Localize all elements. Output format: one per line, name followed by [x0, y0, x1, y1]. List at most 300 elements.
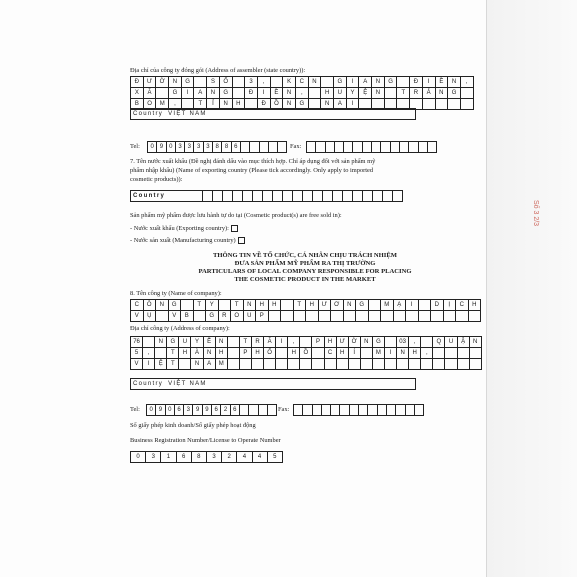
company-address-char-cell: Ệ [155, 359, 167, 370]
company-address-char-cell: Í [349, 348, 361, 359]
company-address-char-cell [409, 359, 421, 370]
tel-digit-cell: 3 [194, 142, 203, 153]
company-address-char-cell: , [143, 348, 155, 359]
country-char-cell [223, 191, 233, 202]
company-fax-label: Fax: [278, 406, 290, 413]
company-address-char-cell [179, 359, 191, 370]
company-name-char-cell [319, 311, 332, 322]
address-char-cell: N [321, 99, 334, 110]
address-char-cell: M [156, 99, 169, 110]
company-address-char-cell: Ờ [349, 337, 361, 348]
company-address-char-cell: N [361, 337, 373, 348]
company-name-char-cell [394, 311, 407, 322]
fax-digit-cell [363, 142, 372, 153]
exporting-country-grid [130, 190, 403, 202]
company-address-char-cell: U [445, 337, 457, 348]
address-char-cell [321, 77, 334, 88]
company-address-char-cell [264, 359, 276, 370]
company-address-char-cell: I [143, 359, 155, 370]
company-address-char-cell [397, 359, 409, 370]
tel-digit-cell [240, 405, 249, 416]
company-address-char-cell [458, 348, 470, 359]
country-label: Country [131, 191, 203, 202]
company-name-char-cell: C [456, 300, 469, 311]
company-address-char-cell: H [179, 348, 191, 359]
company-name-char-cell: G [206, 311, 219, 322]
tel-digit-cell: 8 [213, 142, 222, 153]
company-name-char-cell: N [244, 300, 257, 311]
license-label-en: Business Registration Number/License to Operate Number [130, 437, 281, 444]
tel-digit-cell: 6 [212, 405, 221, 416]
address-char-cell: I [423, 77, 436, 88]
address-char-cell: K [283, 77, 296, 88]
fax-digit-cell [335, 142, 344, 153]
company-address-char-cell: , [421, 348, 433, 359]
company-name-char-cell [369, 300, 382, 311]
tel-digit-cell: 0 [166, 405, 175, 416]
address-char-cell: Ỉ [207, 99, 220, 110]
fax-digit-cell [307, 142, 316, 153]
company-address-char-cell [252, 359, 264, 370]
company-name-char-cell: N [156, 300, 169, 311]
address-char-cell [233, 77, 246, 88]
company-address-char-cell [228, 359, 240, 370]
fax-digit-cell [428, 142, 437, 153]
tel-digit-cell [268, 405, 277, 416]
company-fax-grid [293, 404, 424, 416]
company-address-char-cell [385, 337, 397, 348]
address-char-cell [423, 99, 436, 110]
address-char-cell: S [207, 77, 220, 88]
address-char-cell: Ả [423, 88, 436, 99]
fax-digit-cell [359, 405, 368, 416]
company-name-char-cell [306, 311, 319, 322]
company-address-char-cell: , [409, 337, 421, 348]
address-char-cell: Ề [436, 77, 449, 88]
address-char-cell: , [258, 77, 271, 88]
company-address-char-cell: N [470, 337, 482, 348]
manufacturing-country-option [130, 237, 245, 245]
heading-line4: THE COSMETIC PRODUCT IN THE MARKET [234, 276, 376, 283]
license-digit-cell: 1 [161, 452, 176, 463]
address-char-cell: N [283, 88, 296, 99]
tel-digit-cell [260, 142, 269, 153]
address-char-cell: N [169, 77, 182, 88]
company-address-char-cell: , [288, 337, 300, 348]
tel-digit-cell: 0 [147, 405, 156, 416]
company-address-char-cell [421, 337, 433, 348]
address-char-cell: N [220, 99, 233, 110]
company-address-char-cell: 03 [397, 337, 409, 348]
company-name-char-cell [344, 311, 357, 322]
company-address-char-cell [385, 359, 397, 370]
tel-digit-cell: 9 [203, 405, 212, 416]
company-address-char-cell [276, 359, 288, 370]
company-address-char-cell [433, 348, 445, 359]
company-address-char-cell [312, 359, 324, 370]
address-char-cell [385, 88, 398, 99]
country-char-cell [373, 191, 383, 202]
company-address-char-cell: C [325, 348, 337, 359]
company-address-char-cell: I [385, 348, 397, 359]
address-char-cell [461, 99, 474, 110]
company-address-char-cell: M [373, 348, 385, 359]
assembler-address-grid [130, 76, 474, 110]
company-name-char-cell: T [194, 300, 207, 311]
fax-digit-cell [368, 405, 377, 416]
tel-digit-cell [269, 142, 278, 153]
address-char-cell: R [410, 88, 423, 99]
address-char-cell: , [461, 77, 474, 88]
fax-digit-cell [396, 405, 405, 416]
address-char-cell: T [194, 99, 207, 110]
address-char-cell: A [194, 88, 207, 99]
company-name-char-cell [181, 300, 194, 311]
company-name-char-cell: B [181, 311, 194, 322]
company-name-char-cell [406, 311, 419, 322]
company-name-char-cell: U [244, 311, 257, 322]
company-name-char-cell [356, 311, 369, 322]
address-char-cell: I [347, 99, 360, 110]
company-name-char-cell: H [269, 300, 282, 311]
license-digit-cell: 4 [253, 452, 268, 463]
address-char-cell: B [131, 99, 144, 110]
country-char-cell [203, 191, 213, 202]
address-char-cell: N [436, 88, 449, 99]
company-name-char-cell [369, 311, 382, 322]
company-name-char-cell: Y [206, 300, 219, 311]
tel-digit-cell: 6 [232, 142, 241, 153]
fax-digit-cell [294, 405, 303, 416]
country-label: Country [133, 111, 164, 117]
company-address-char-cell [445, 359, 457, 370]
license-digit-cell: 3 [207, 452, 222, 463]
address-char-cell: , [169, 99, 182, 110]
company-address-char-cell: H [288, 348, 300, 359]
fax-digit-cell [350, 405, 359, 416]
address-char-cell: A [359, 77, 372, 88]
company-address-char-cell [300, 359, 312, 370]
company-tel-label: Tel: [130, 406, 140, 413]
company-address-char-cell: H [337, 348, 349, 359]
company-address-char-cell: T [167, 348, 179, 359]
company-address-char-cell: H [252, 348, 264, 359]
company-address-char-cell: Ư [337, 337, 349, 348]
address-char-cell: N [207, 88, 220, 99]
address-char-cell: Đ [131, 77, 144, 88]
country-char-cell [303, 191, 313, 202]
company-address-char-cell: R [252, 337, 264, 348]
address-char-cell: T [397, 88, 410, 99]
address-char-cell: Y [347, 88, 360, 99]
address-char-cell: I [347, 77, 360, 88]
address-char-cell: Đ [245, 88, 258, 99]
company-name-char-cell: M [381, 300, 394, 311]
company-name-char-cell: Ị [444, 300, 457, 311]
exporting-checkbox[interactable] [231, 225, 238, 232]
company-address-char-cell [155, 348, 167, 359]
tel-digit-cell: 0 [167, 142, 176, 153]
company-country-cell [131, 379, 416, 390]
tel-digit-cell: 8 [222, 142, 231, 153]
company-address-char-cell [470, 359, 482, 370]
address-char-cell [271, 77, 284, 88]
heading-line1: THÔNG TIN VỀ TỔ CHỨC, CÁ NHÂN CHỊU TRÁCH NHIỆM [213, 252, 397, 259]
assembler-country-row [130, 108, 416, 120]
section7-line2: phẩm nhập khẩu) (Name of exporting country (Please tick accordingly. Only apply to imported [130, 167, 374, 174]
company-address-char-cell: N [216, 337, 228, 348]
company-name-label: 8. Tên công ty (Name of company): [130, 290, 222, 297]
tel-digit-cell [259, 405, 268, 416]
fax-digit-cell [409, 142, 418, 153]
section7-line1: 7. Tên nước xuất khẩu (Đề nghị đánh dấu vào mục thích hợp. Chỉ áp dụng đối với sản phẩm mỹ [130, 158, 376, 165]
company-name-char-cell: H [469, 300, 482, 311]
address-char-cell [309, 88, 322, 99]
tel-digit-cell: 3 [204, 142, 213, 153]
country-char-cell [253, 191, 263, 202]
license-number-grid [130, 451, 283, 463]
company-name-char-cell: I [406, 300, 419, 311]
company-address-char-cell [325, 359, 337, 370]
company-name-char-cell: G [356, 300, 369, 311]
tel-digit-cell [241, 142, 250, 153]
tel-digit-cell [250, 142, 259, 153]
address-char-cell: N [283, 99, 296, 110]
fax-digit-cell [415, 405, 424, 416]
company-address-char-cell: P [240, 348, 252, 359]
address-char-cell [194, 77, 207, 88]
assembler-tel-grid [147, 141, 287, 153]
company-name-char-cell: T [231, 300, 244, 311]
country-char-cell [283, 191, 293, 202]
company-name-char-cell [294, 311, 307, 322]
address-char-cell: Ố [220, 77, 233, 88]
address-char-cell: I [182, 88, 195, 99]
license-digit-cell: 4 [237, 452, 252, 463]
fax-digit-cell [316, 142, 325, 153]
tel-digit-cell [249, 405, 258, 416]
country-char-cell [273, 191, 283, 202]
address-char-cell: Ồ [271, 99, 284, 110]
exporting-country-label: - Nước xuất khẩu (Exporting country): [130, 225, 229, 232]
country-char-cell [363, 191, 373, 202]
tel-digit-cell: 0 [148, 142, 157, 153]
fax-digit-cell [391, 142, 400, 153]
fax-digit-cell [303, 405, 312, 416]
company-address-char-cell: N [191, 359, 203, 370]
company-address-char-cell [361, 348, 373, 359]
company-name-char-cell [444, 311, 457, 322]
company-country-row [130, 378, 416, 390]
fax-digit-cell [322, 405, 331, 416]
company-address-char-cell [276, 348, 288, 359]
address-char-cell: Ệ [359, 88, 372, 99]
company-name-char-cell: Ơ [331, 300, 344, 311]
heading-line3: PARTICULARS OF LOCAL COMPANY RESPONSIBLE FOR PLACING [198, 268, 412, 275]
country-char-cell [323, 191, 333, 202]
company-address-char-cell: T [240, 337, 252, 348]
tel-digit-cell: 3 [176, 142, 185, 153]
company-name-char-cell: H [306, 300, 319, 311]
company-address-char-cell: Ễ [204, 337, 216, 348]
fax-digit-cell [353, 142, 362, 153]
section7-line3: cosmetic products)): [130, 176, 183, 183]
fax-digit-cell [344, 142, 353, 153]
address-char-cell: G [448, 88, 461, 99]
assembler-country-cell [131, 109, 416, 120]
fax-digit-cell [340, 405, 349, 416]
company-name-char-cell [431, 311, 444, 322]
fax-digit-cell [400, 142, 409, 153]
company-address-char-cell: T [167, 359, 179, 370]
fax-digit-cell [419, 142, 428, 153]
address-char-cell: G [169, 88, 182, 99]
company-name-char-cell: V [169, 311, 182, 322]
company-address-char-cell [458, 359, 470, 370]
company-name-char-cell [331, 311, 344, 322]
company-address-char-cell: V [131, 359, 143, 370]
company-name-char-cell [456, 311, 469, 322]
address-char-cell: Ư [144, 77, 157, 88]
address-char-cell: Đ [258, 99, 271, 110]
company-address-char-cell: N [397, 348, 409, 359]
address-char-cell: Ề [271, 88, 284, 99]
company-address-char-cell [300, 337, 312, 348]
address-char-cell: , [296, 88, 309, 99]
side-stamp: Số 3 2/3 [532, 200, 539, 227]
address-char-cell: G [182, 77, 195, 88]
company-address-char-cell: Q [433, 337, 445, 348]
fax-label: Fax: [290, 143, 302, 150]
tel-digit-cell: 6 [175, 405, 184, 416]
company-address-char-cell: H [325, 337, 337, 348]
address-char-cell: G [334, 77, 347, 88]
assembler-fax-grid [306, 141, 437, 153]
company-address-char-cell: G [373, 337, 385, 348]
company-name-char-cell [381, 311, 394, 322]
company-address-char-cell [312, 348, 324, 359]
company-address-char-cell: Ố [264, 348, 276, 359]
country-value: VIỆT NAM [168, 111, 207, 117]
address-char-cell: G [385, 77, 398, 88]
company-name-char-cell [281, 300, 294, 311]
license-digit-cell: 2 [222, 452, 237, 463]
license-digit-cell: 5 [268, 452, 283, 463]
address-char-cell [233, 88, 246, 99]
manufacturing-country-label: - Nước sản xuất (Manufacturing country) [130, 237, 236, 244]
address-char-cell: Đ [410, 77, 423, 88]
company-name-char-cell: T [294, 300, 307, 311]
address-char-cell [461, 88, 474, 99]
country-value: VIỆT NAM [168, 381, 207, 387]
company-name-char-cell: Ô [144, 300, 157, 311]
address-char-cell: Ã [144, 88, 157, 99]
address-char-cell: G [296, 99, 309, 110]
company-name-char-cell: G [169, 300, 182, 311]
company-address-char-cell [337, 359, 349, 370]
company-address-char-cell: Ã [264, 337, 276, 348]
company-name-char-cell [419, 300, 432, 311]
company-address-char-cell: À [191, 348, 203, 359]
company-name-char-cell: Ạ [394, 300, 407, 311]
heading-line2: ĐƯA SẢN PHẨM MỸ PHẨM RA THỊ TRƯỜNG [234, 260, 376, 267]
manufacturing-checkbox[interactable] [238, 237, 245, 244]
fax-digit-cell [387, 405, 396, 416]
company-name-char-cell [419, 311, 432, 322]
company-name-char-cell: Ư [319, 300, 332, 311]
free-sale-label: Sản phẩm mỹ phẩm được lưu hành tự do tại (Cosmetic product(s) are free sold in): [130, 212, 342, 219]
fax-digit-cell [406, 405, 415, 416]
company-name-char-cell [281, 311, 294, 322]
company-name-char-cell [269, 311, 282, 322]
company-address-grid [130, 336, 482, 370]
address-char-cell: C [296, 77, 309, 88]
address-char-cell: U [334, 88, 347, 99]
company-address-char-cell: A [204, 359, 216, 370]
company-name-char-cell [156, 311, 169, 322]
company-name-char-cell [194, 311, 207, 322]
company-address-char-cell [421, 359, 433, 370]
fax-digit-cell [313, 405, 322, 416]
tel-digit-cell: 9 [156, 405, 165, 416]
company-name-char-cell: V [131, 311, 144, 322]
tel-digit-cell: 9 [193, 405, 202, 416]
company-address-char-cell [361, 359, 373, 370]
company-address-char-cell: H [409, 348, 421, 359]
country-char-cell [333, 191, 343, 202]
company-name-char-cell: H [256, 300, 269, 311]
assembler-label: Địa chỉ của công ty đóng gói (Address of assembler (state country)): [130, 67, 306, 74]
company-address-char-cell [373, 359, 385, 370]
country-char-cell [393, 191, 403, 202]
company-address-char-cell [349, 359, 361, 370]
country-char-cell [213, 191, 223, 202]
address-char-cell: N [448, 77, 461, 88]
fax-digit-cell [381, 142, 390, 153]
country-char-cell [383, 191, 393, 202]
company-name-char-cell: P [256, 311, 269, 322]
company-name-char-cell: N [344, 300, 357, 311]
country-char-cell [293, 191, 303, 202]
company-address-char-cell: H [216, 348, 228, 359]
company-name-char-cell [219, 300, 232, 311]
company-address-char-cell: U [179, 337, 191, 348]
address-char-cell: N [372, 88, 385, 99]
country-char-cell [343, 191, 353, 202]
tel-digit-cell: 2 [221, 405, 230, 416]
fax-digit-cell [378, 405, 387, 416]
company-name-char-cell: O [231, 311, 244, 322]
license-digit-cell: 0 [131, 452, 146, 463]
company-name-char-cell: Ụ [144, 311, 157, 322]
company-tel-grid [146, 404, 277, 416]
company-address-char-cell [228, 348, 240, 359]
company-name-grid [130, 299, 481, 322]
tel-digit-cell: 9 [157, 142, 166, 153]
tel-digit-cell [278, 142, 287, 153]
address-char-cell: Ờ [156, 77, 169, 88]
company-address-char-cell: G [167, 337, 179, 348]
country-char-cell [233, 191, 243, 202]
address-char-cell: H [233, 99, 246, 110]
address-char-cell [448, 99, 461, 110]
country-label: Country [133, 381, 164, 387]
address-char-cell: A [334, 99, 347, 110]
company-name-char-cell: R [219, 311, 232, 322]
company-address-char-cell: Y [191, 337, 203, 348]
country-char-cell [353, 191, 363, 202]
company-address-label: Địa chỉ công ty (Address of company): [130, 325, 230, 332]
